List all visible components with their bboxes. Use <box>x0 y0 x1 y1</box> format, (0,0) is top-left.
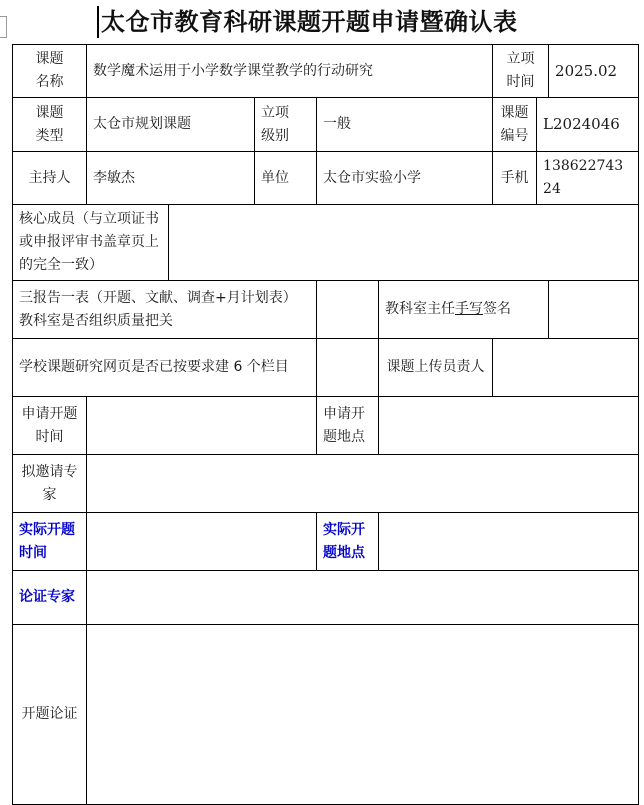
label-apply-place: 申请开题地点 <box>317 397 379 455</box>
label-uploader: 课题上传员责人 <box>379 339 493 397</box>
label-opening-review: 开题论证 <box>13 625 87 805</box>
field-core-members[interactable] <box>169 205 639 281</box>
field-host[interactable]: 李敏杰 <box>87 152 255 205</box>
signature-label-prefix: 教科室主任 <box>385 301 455 317</box>
field-approval-date[interactable]: 2025.02 <box>549 45 639 98</box>
label-core-members: 核心成员（与立项证书或申报评审书盖章页上的完全一致） <box>13 205 169 281</box>
row-type <box>13 98 639 152</box>
field-quality-check[interactable] <box>317 281 379 339</box>
field-unit[interactable]: 太仓市实验小学 <box>317 152 493 205</box>
field-invite-experts[interactable] <box>87 455 639 513</box>
page-left-marker <box>0 16 7 38</box>
label-topic-code: 课题 编号 <box>493 98 537 152</box>
row-quality-check <box>13 281 639 339</box>
confirmation-form-table <box>12 44 639 805</box>
field-apply-time[interactable] <box>87 397 317 455</box>
field-topic-type[interactable]: 太仓市规划课题 <box>87 98 255 152</box>
field-uploader[interactable] <box>493 339 639 397</box>
text-caret <box>97 6 99 38</box>
field-director-signature[interactable] <box>549 281 639 339</box>
field-apply-place[interactable] <box>379 397 639 455</box>
label-approval-date: 立项 时间 <box>493 45 549 98</box>
label-host: 主持人 <box>13 152 87 205</box>
label-actual-time: 实际开题时间 <box>13 513 87 571</box>
label-apply-time: 申请开题时间 <box>13 397 87 455</box>
row-webpage <box>13 339 639 397</box>
field-review-experts[interactable] <box>87 571 639 625</box>
label-unit: 单位 <box>255 152 317 205</box>
row-host <box>13 152 639 205</box>
field-phone[interactable]: 13862274324 <box>537 152 639 205</box>
row-experts <box>13 571 639 625</box>
row-topic <box>13 45 639 98</box>
row-actual <box>13 513 639 571</box>
label-invite-experts: 拟邀请专家 <box>13 455 87 513</box>
field-opening-review[interactable] <box>87 625 639 805</box>
row-invite-experts <box>13 455 639 513</box>
field-actual-time[interactable] <box>87 513 317 571</box>
signature-label-handwritten: 手写 <box>455 301 483 317</box>
row-apply <box>13 397 639 455</box>
label-review-experts: 论证专家 <box>13 571 87 625</box>
label-topic-name: 课题 名称 <box>13 45 87 98</box>
label-phone: 手机 <box>493 152 537 205</box>
signature-label-suffix: 签名 <box>483 301 511 317</box>
label-topic-type: 课题 类型 <box>13 98 87 152</box>
field-webpage-columns[interactable] <box>317 339 379 397</box>
row-opinion <box>13 625 639 805</box>
field-topic-name[interactable]: 数学魔术运用于小学数学课堂教学的行动研究 <box>87 45 493 98</box>
field-actual-place[interactable] <box>379 513 639 571</box>
label-approval-level: 立项 级别 <box>255 98 317 152</box>
document-title: 太仓市教育科研课题开题申请暨确认表 <box>101 7 518 36</box>
label-actual-place: 实际开题地点 <box>317 513 379 571</box>
field-approval-level[interactable]: 一般 <box>317 98 493 152</box>
label-webpage-columns: 学校课题研究网页是否已按要求建 6 个栏目 <box>13 339 317 397</box>
field-topic-code[interactable]: L2024046 <box>537 98 639 152</box>
row-members <box>13 205 639 281</box>
label-quality-check: 三报告一表（开题、文献、调查+月计划表）教科室是否组织质量把关 <box>13 281 317 339</box>
label-director-signature <box>379 281 549 339</box>
